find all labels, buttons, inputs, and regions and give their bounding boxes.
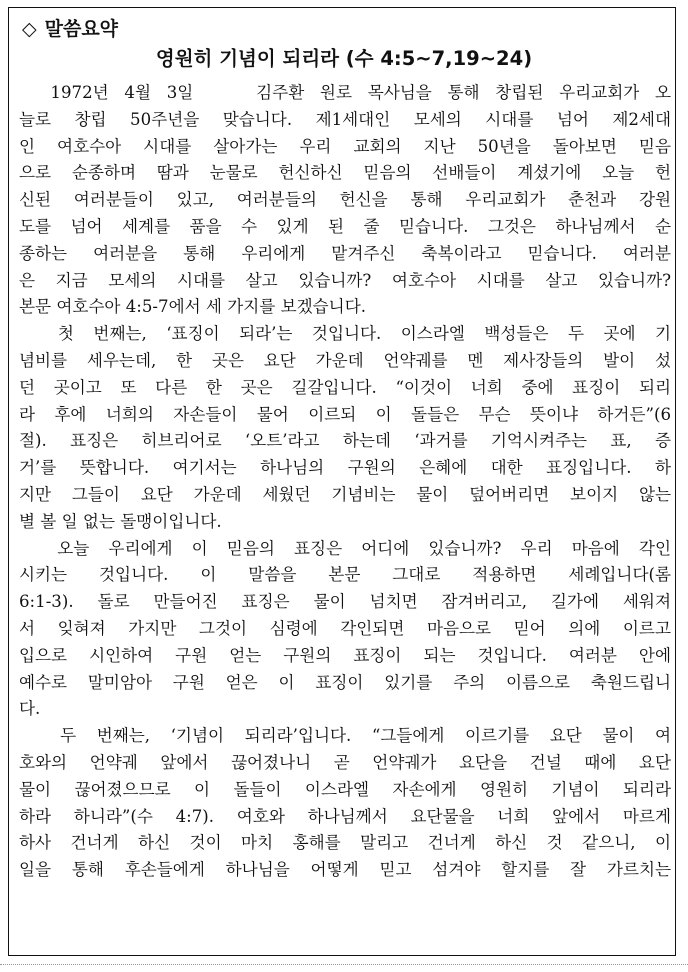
text-line: 지만 그들이 요단 가운데 세웠던 기념비는 물이 덮어버리면 보이지 않는: [19, 484, 671, 504]
text-line: 으로 순종하며 땀과 눈물로 헌신하신 믿음의 선배들이 계셨기에 오늘 헌: [19, 163, 671, 183]
text-line: 라 후에 너희의 자손들이 물어 이르되 이 돌들은 무슨 뜻이냐 하거든”(6: [19, 404, 671, 424]
text-line: 첫 번째는, ‘표징이 되라’는 것입니다. 이스라엘 백성들은 두 곳에 기: [19, 324, 671, 344]
text-line: 오늘 우리에게 이 믿음의 표징은 어디에 있습니까? 우리 마음에 각인: [19, 538, 671, 558]
section-label: 말씀요약: [44, 18, 119, 40]
text-line: 인 여호수아 시대를 살아가는 우리 교회의 지난 50년을 돌아보면 믿음: [19, 136, 671, 156]
text-line: 신된 여러분들이 있고, 여러분들의 헌신을 통해 우리교회가 춘천과 강원: [19, 190, 671, 210]
diamond-icon: ◇: [22, 18, 37, 40]
text-line: 거’를 뜻합니다. 여기서는 하나님의 구원의 은혜에 대한 표징입니다. 하: [19, 458, 671, 478]
text-line: 일을 통해 후손들에게 하나님을 어떻게 믿고 섬겨야 할지를 잘 가르치는: [19, 860, 671, 880]
text-line: 시키는 것입니다. 이 말씀을 본문 그대로 적용하면 세례입니다(롬: [19, 565, 671, 585]
section-header: [22, 14, 118, 41]
text-line: 입으로 시인하여 구원 얻는 구원의 표징이 되는 것입니다. 여러분 안에: [19, 645, 671, 665]
text-line: 6:1-3). 돌로 만들어진 표징은 물이 넘치면 잠겨버리고, 길가에 세워져: [19, 592, 671, 612]
text-line: 은 지금 모세의 시대를 살고 있습니까? 여호수아 시대를 살고 있습니까?: [19, 270, 671, 290]
text-line: 절). 표징은 히브리어로 ‘오트’라고 하는데 ‘과거를 기억시켜주는 표, 증: [19, 431, 671, 451]
text-line: 두 번째는, ‘기념이 되리라’입니다. “그들에게 이르기를 요단 물이 여: [19, 726, 671, 746]
page-bottom-rule: [0, 964, 688, 965]
sermon-title: 영원히 기념이 되리라 (수 4:5~7,19~24): [155, 47, 533, 70]
text-line: 1972년 4월 3일 김주환 원로 목사님을 통해 창립된 우리교회가 오: [19, 83, 671, 102]
text-line: 호와의 언약궤 앞에서 끊어졌나니 곧 언약궤가 요단을 건널 때에 요단: [19, 752, 671, 772]
text-line: 하사 건너게 하신 것이 마치 홍해를 말리고 건너게 하신 것 같으니, 이: [19, 833, 671, 853]
text-line: 도를 넘어 세계를 품을 수 있게 된 줄 믿습니다. 그것은 하나님께서 순: [19, 216, 671, 236]
text-line: 던 곳이고 또 다른 한 곳은 길갈입니다. “이것이 너희 중에 표징이 되리: [19, 377, 671, 397]
text-line: 예수로 말미암아 구원 얻은 이 표징이 있기를 주의 이름으로 축원드립니: [19, 672, 671, 692]
text-line: 념비를 세우는데, 한 곳은 요단 가운데 언약궤를 멘 제사장들의 발이 섰: [19, 350, 671, 370]
text-line: 종하는 여러분을 통해 우리에게 맡겨주신 축복이라고 믿습니다. 여러분: [19, 243, 671, 263]
text-line: 별 볼 일 없는 돌맹이입니다.: [19, 511, 222, 531]
text-line: 다.: [19, 699, 41, 719]
text-line: 서 잊혀져 가지만 그것이 심령에 각인되면 마음으로 믿어 의에 이르고: [19, 618, 671, 638]
text-line: 하라 하니라”(수 4:7). 여호와 하나님께서 요단물을 너희 앞에서 마르게: [19, 806, 671, 826]
sermon-body: [19, 80, 671, 884]
text-line: 본문 여호수아 4:5-7에서 세 가지를 보겠습니다.: [19, 297, 367, 317]
text-line: 늘로 창립 50주년을 맞습니다. 제1세대인 모세의 시대를 넘어 제2세대: [19, 109, 671, 129]
text-line: 물이 끊어졌으므로 이 돌들이 이스라엘 자손에게 영원히 기념이 되리라: [19, 779, 671, 799]
